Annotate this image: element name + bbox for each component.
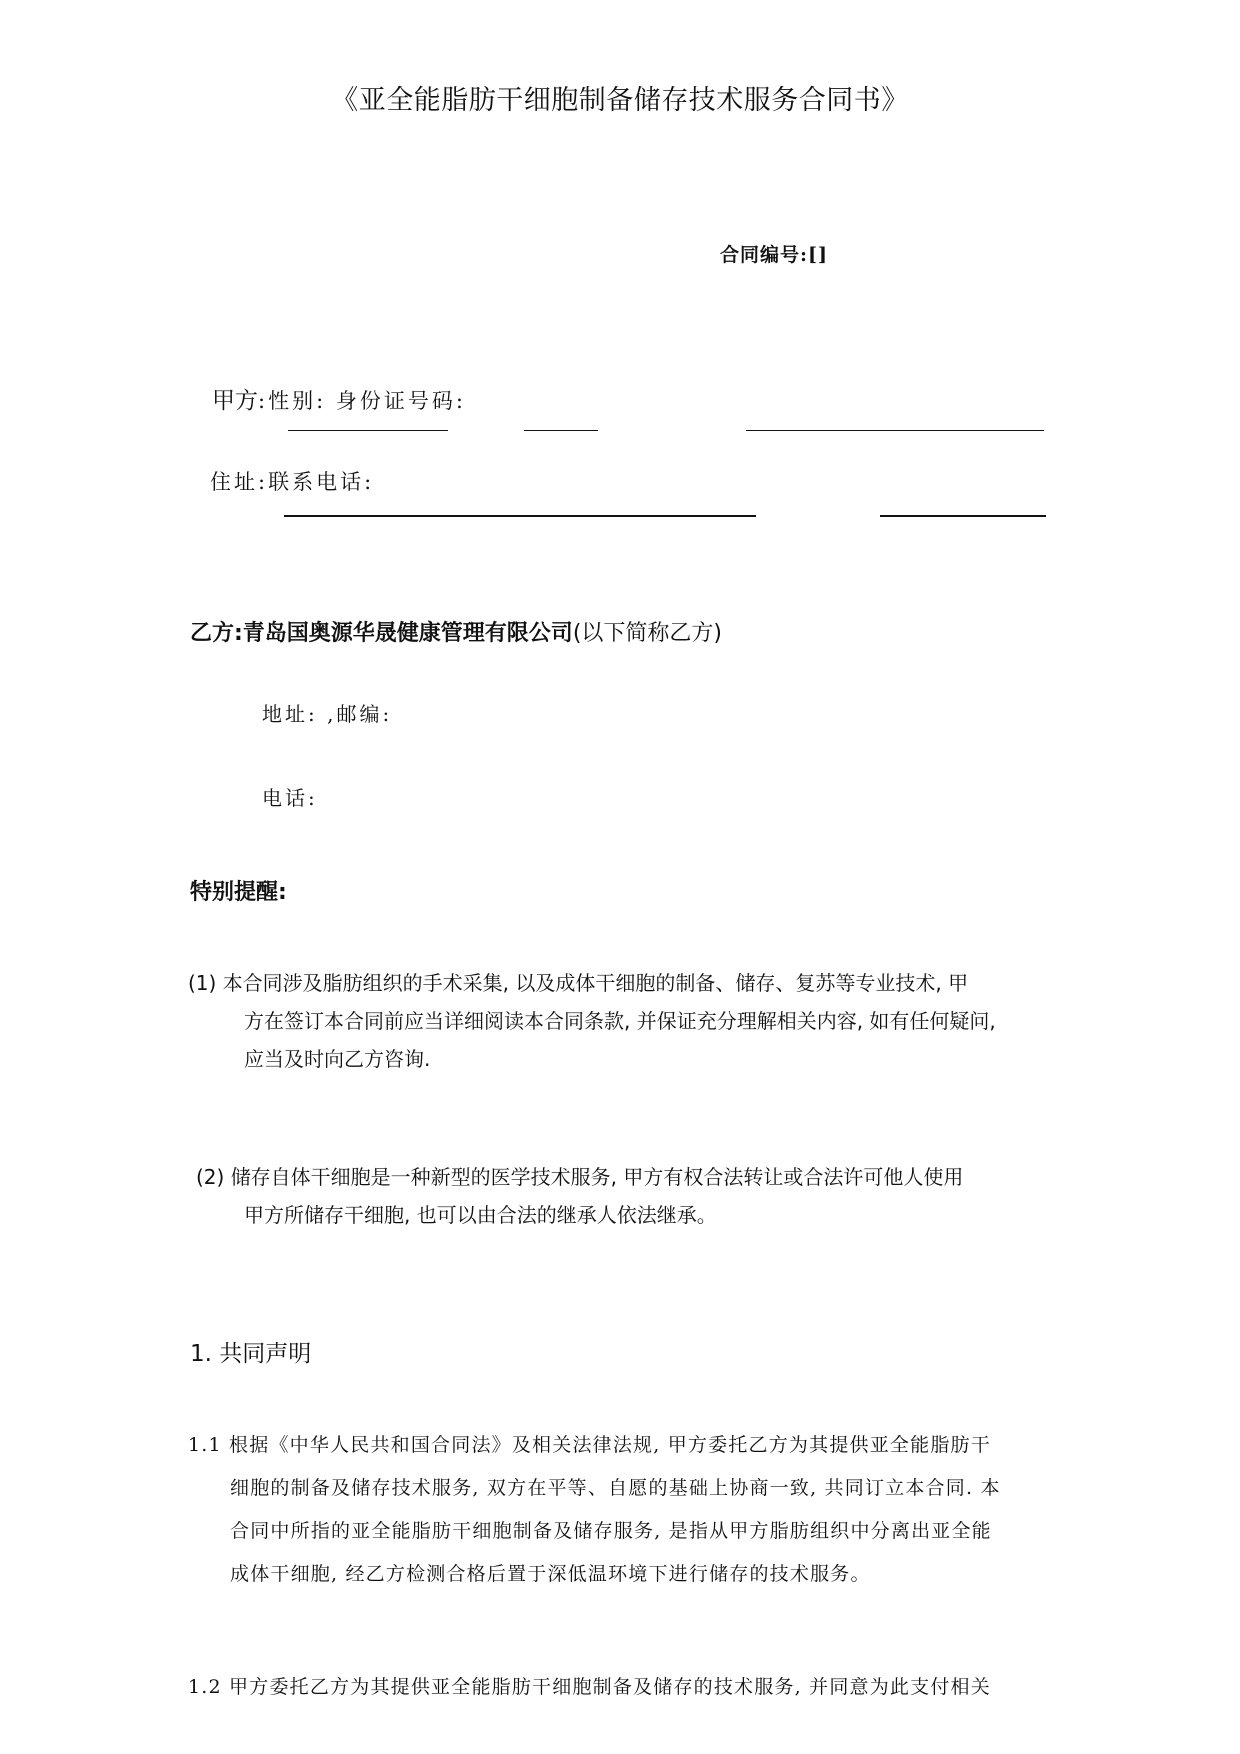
clause-1-1-line: 成体干细胞, 经乙方检测合格后置于深低温环境下进行储存的技术服务。 (230, 1563, 871, 1585)
phone-underline (880, 515, 1046, 517)
party-b-note: (以下简称乙方) (572, 621, 722, 646)
party-b-row (190, 616, 722, 647)
reminder-item-2 (196, 1158, 1076, 1234)
name-underline (288, 430, 448, 431)
party-a-row (212, 382, 466, 415)
clause-1-1 (188, 1424, 1001, 1596)
id-number-underline (746, 430, 1044, 431)
reminder-item-1-line: 方在签订本合同前应当详细阅读本合同条款, 并保证充分理解相关内容, 如有任何疑问, (244, 1009, 996, 1033)
party-a-address-row: 住址:联系电话: (210, 470, 375, 494)
party-a-label: 甲方 (212, 388, 258, 414)
clause-1-1-line: 细胞的制备及储存技术服务, 双方在平等、自愿的基础上协商一致, 共同订立本合同. 本 (230, 1477, 1001, 1499)
party-a-fields: :性别: 身份证号码: (258, 389, 466, 413)
clause-1-1-line: 合同中所指的亚全能脂肪干细胞制备及储存服务, 是指从甲方脂肪组织中分离出亚全能 (230, 1520, 992, 1542)
reminder-item-2-line: 甲方所储存干细胞, 也可以由合法的继承人依法继承。 (244, 1203, 717, 1227)
section-1-title: 1. 共同声明 (190, 1341, 312, 1367)
reminder-item-1-line: (1) 本合同涉及脂肪组织的手术采集, 以及成体干细胞的制备、储存、复苏等专业技术, 甲 (188, 971, 969, 995)
reminder-item-2-line: (2) 储存自体干细胞是一种新型的医学技术服务, 甲方有权合法转让或合法许可他人使用 (196, 1165, 964, 1189)
party-b-label: 乙方:青岛国奥源华晟健康管理有限公司 (190, 621, 573, 646)
contract-number: 合同编号:[] (720, 244, 828, 266)
document-title: 《亚全能脂肪干细胞制备储存技术服务合同书》 (331, 85, 909, 116)
party-b-phone: 电话: (262, 786, 318, 810)
gender-underline (524, 430, 598, 431)
clause-1-2-line: 1.2 甲方委托乙方为其提供亚全能脂肪干细胞制备及储存的技术服务, 并同意为此支付相关 (188, 1676, 991, 1698)
reminder-heading: 特别提醒: (190, 880, 287, 905)
party-b-address: 地址: ,邮编: (262, 702, 393, 726)
reminder-item-1-line: 应当及时向乙方咨询. (244, 1047, 431, 1071)
address-underline (284, 515, 756, 517)
clause-1-1-line: 1.1 根据《中华人民共和国合同法》及相关法律法规, 甲方委托乙方为其提供亚全能脂肪干 (188, 1434, 991, 1456)
clause-1-2 (188, 1666, 991, 1709)
reminder-item-1 (188, 964, 1068, 1078)
